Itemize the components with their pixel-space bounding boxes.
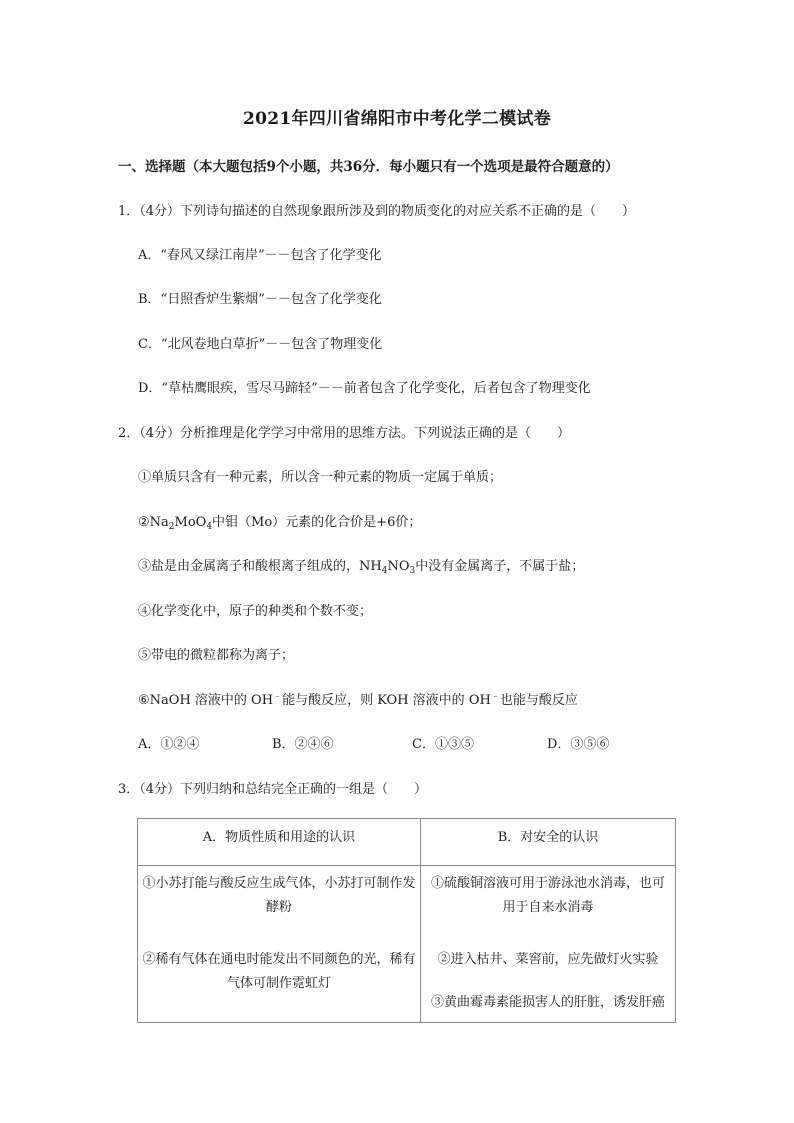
question-2-statement-3: ③盐是由金属离子和酸根离子组成的，$NH_4NO_3$中没有金属离子，不属于盐； bbox=[138, 559, 585, 576]
question-1-option-a: A．“春风又绿江南岸”－－包含了化学变化 bbox=[138, 248, 382, 263]
question-2-stem: 2．（4分）分析推理是化学学习中常用的思维方法。下列说法正确的是（ ） bbox=[118, 426, 571, 441]
table-header-b: B．对安全的认识 bbox=[421, 819, 676, 866]
table-a-item-2: ②稀有气体在通电时能发出不同颜色的光，稀有气体可制作霓虹灯 bbox=[142, 952, 416, 991]
question-2-option-d: D．③⑤⑥ bbox=[547, 737, 610, 752]
table-header-a: A．物质性质和用途的认识 bbox=[138, 819, 421, 866]
page-title: 2021年四川省绵阳市中考化学二模试卷 bbox=[242, 109, 551, 129]
question-2-statement-4: ④化学变化中，原子的种类和个数不变； bbox=[138, 604, 373, 619]
table-b-item-3: ③黄曲霉毒素能损害人的肝脏，诱发肝癌 bbox=[430, 995, 665, 1010]
question-2-statement-2: $②Na_2MoO_4$中钼（Mo）元素的化合价是+6价； bbox=[138, 515, 422, 532]
table-cell-b bbox=[421, 866, 676, 1023]
table-a-item-1: ①小苏打能与酸反应生成气体，小苏打可制作发酵粉 bbox=[142, 876, 416, 915]
question-2-statement-6: ⑥NaOH 溶液中的 OH﹣能与酸反应，则 KOH 溶液中的 OH﹣也能与酸反应 bbox=[138, 692, 578, 708]
table-b-item-1: ①硫酸铜溶液可用于游泳池水消毒，也可用于自来水消毒 bbox=[430, 876, 665, 915]
section-heading: 一、选择题（本大题包括9个小题，共36分．每小题只有一个选项是最符合题意的） bbox=[118, 159, 619, 175]
question-2-option-b: B．②④⑥ bbox=[272, 737, 334, 752]
question-2-option-a: A．①②④ bbox=[138, 737, 200, 752]
question-1-option-c: C．“北风卷地白草折”－－包含了物理变化 bbox=[138, 337, 383, 352]
question-1-stem: 1．（4分）下列诗句描述的自然现象跟所涉及到的物质变化的对应关系不正确的是（ ） bbox=[118, 204, 636, 219]
table-cell-a bbox=[138, 866, 421, 1023]
question-2-statement-5: ⑤带电的微粒都称为离子； bbox=[138, 648, 295, 663]
question-2-statement-1: ①单质只含有一种元素，所以含一种元素的物质一定属于单质； bbox=[138, 470, 503, 485]
table-b-item-2: ②进入枯井、菜窖前，应先做灯火实验 bbox=[437, 952, 659, 967]
question-2-option-c: C．①③⑤ bbox=[412, 737, 474, 752]
question-3-table bbox=[137, 818, 676, 1023]
question-1-option-d: D．“草枯鹰眼疾，雪尽马蹄轻”－－前者包含了化学变化，后者包含了物理变化 bbox=[138, 381, 591, 396]
question-3-stem: 3．（4分）下列归纳和总结完全正确的一组是（ ） bbox=[118, 782, 428, 797]
question-1-option-b: B．“日照香炉生紫烟”－－包含了化学变化 bbox=[138, 292, 382, 307]
